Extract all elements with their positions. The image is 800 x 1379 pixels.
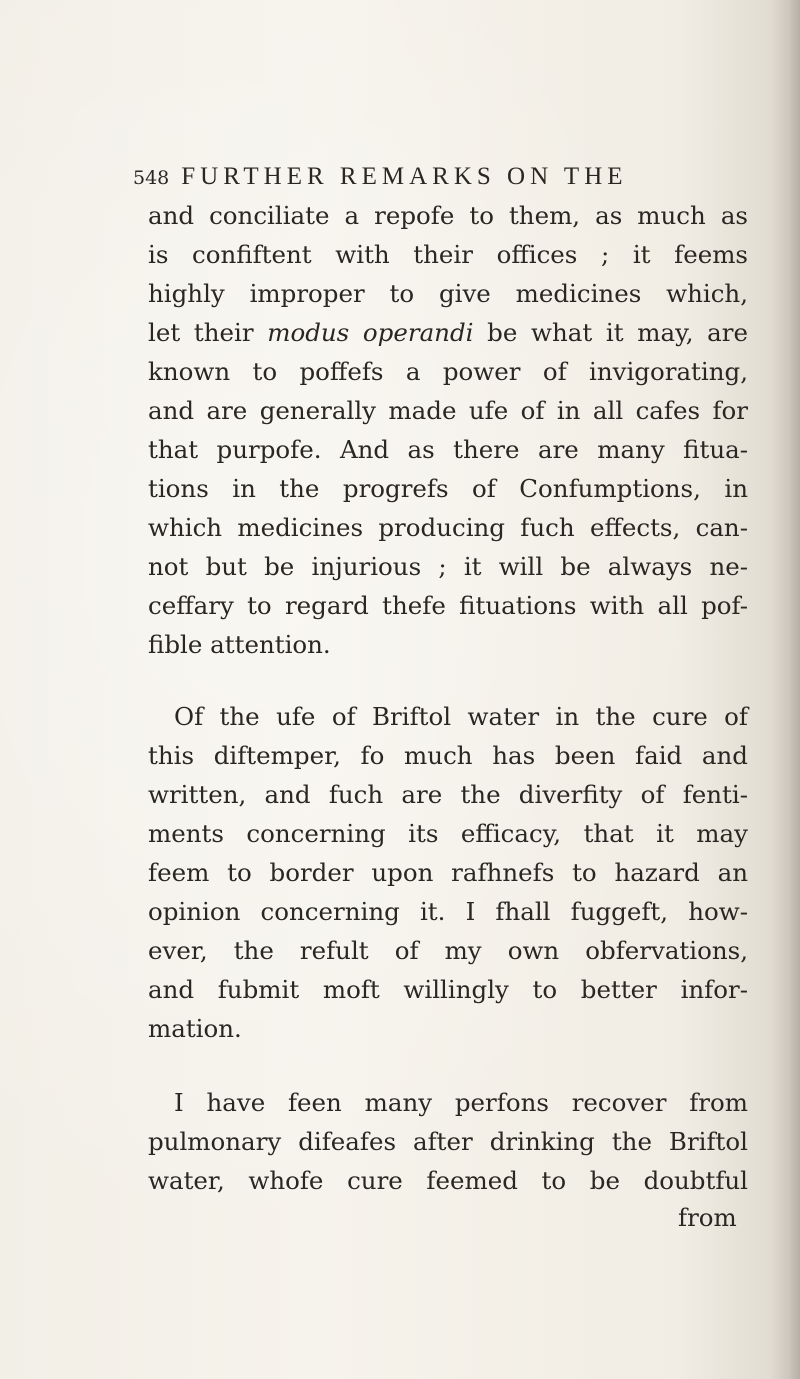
text-line: this diftemper, fo much has been faid and: [148, 741, 748, 770]
text-line-mixed: [148, 313, 748, 353]
text-line: ments concerning its efficacy, that it may: [148, 819, 748, 848]
text-line: fible attention.: [148, 630, 331, 659]
text-line: known to poffefs a power of invigorating,: [148, 357, 748, 386]
text-line: I have feen many perfons recover from: [174, 1088, 748, 1117]
text-line: and fubmit moft willingly to better infor-: [148, 975, 748, 1004]
text-line: mation.: [148, 1014, 242, 1043]
running-title: FURTHER REMARKS ON THE: [181, 163, 628, 190]
italic-phrase: modus operandi: [267, 318, 474, 347]
text-fragment: let their: [148, 318, 254, 347]
text-line: and conciliate a repofe to them, as much as: [148, 201, 748, 230]
text-line: ceffary to regard thefe fituations with all pof-: [148, 591, 748, 620]
text-line: highly improper to give medicines which,: [148, 279, 748, 308]
text-line: ever, the refult of my own obfervations,: [148, 936, 748, 965]
text-line: feem to border upon rafhnefs to hazard an: [148, 858, 748, 887]
text-line: which medicines producing fuch effects, can-: [148, 513, 748, 542]
running-header: [133, 157, 628, 198]
text-line: pulmonary difeafes after drinking the Briftol: [148, 1127, 748, 1156]
text-line: written, and fuch are the diverfity of fenti-: [148, 780, 748, 809]
text-line: is confiftent with their offices ; it feems: [148, 240, 748, 269]
page-edge-shadow: [770, 0, 800, 1379]
text-fragment: be what it may, are: [487, 318, 748, 347]
text-line: opinion concerning it. I fhall fuggeft, how-: [148, 897, 748, 926]
text-line: and are generally made ufe of in all cafes for: [148, 396, 748, 425]
page-number: 548: [133, 167, 170, 189]
text-line: not but be injurious ; it will be always ne-: [148, 552, 748, 581]
catchword: from: [678, 1203, 737, 1232]
text-line: tions in the progrefs of Confumptions, in: [148, 474, 748, 503]
text-line: water, whofe cure feemed to be doubtful: [148, 1166, 748, 1195]
text-line: that purpofe. And as there are many fitua-: [148, 435, 748, 464]
text-line: Of the ufe of Briftol water in the cure of: [174, 702, 748, 731]
